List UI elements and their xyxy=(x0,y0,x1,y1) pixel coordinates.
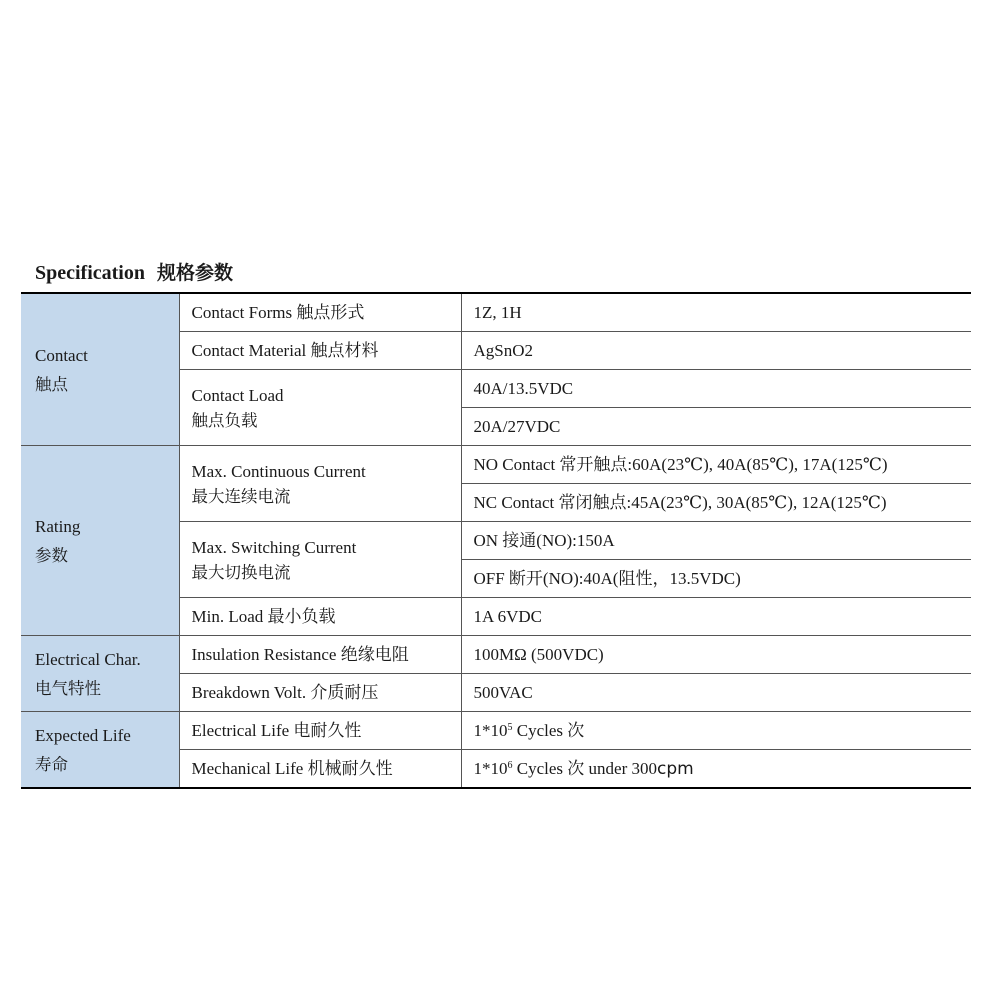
param-max-continuous-current xyxy=(179,446,461,522)
value-contact-load-2: 20A/27VDC xyxy=(461,408,971,446)
value-exponent: 6 xyxy=(507,759,513,771)
value-electrical-life xyxy=(461,712,971,750)
category-label-en: Contact xyxy=(35,345,88,365)
title-en: Specification xyxy=(35,262,145,284)
category-rating xyxy=(21,446,179,636)
value-rest: Cycles 次 xyxy=(512,721,585,740)
table-row xyxy=(21,712,971,750)
param-label-zh: 最大切换电流 xyxy=(191,562,291,582)
table-row xyxy=(21,446,971,484)
param-label-en: Max. Continuous Current xyxy=(191,461,366,481)
param-electrical-life: Electrical Life 电耐久性 xyxy=(179,712,461,750)
category-label-zh: 电气特性 xyxy=(35,678,101,698)
category-contact xyxy=(21,293,179,446)
category-electrical xyxy=(21,636,179,712)
param-contact-load xyxy=(179,370,461,446)
param-insulation-resistance: Insulation Resistance 绝缘电阻 xyxy=(179,636,461,674)
value-switching-on: ON 接通(NO):150A xyxy=(461,522,971,560)
value-contact-material: AgSnO2 xyxy=(461,332,971,370)
value-min-load: 1A 6VDC xyxy=(461,598,971,636)
param-breakdown-volt: Breakdown Volt. 介质耐压 xyxy=(179,674,461,712)
param-label-en: Contact Load xyxy=(191,385,284,405)
value-continuous-nc: NC Contact 常闭触点:45A(23℃), 30A(85℃), 12A(125℃) xyxy=(461,484,971,522)
param-min-load: Min. Load 最小负载 xyxy=(179,598,461,636)
category-label-en: Electrical Char. xyxy=(35,649,141,669)
value-base: 1*10 xyxy=(473,721,508,740)
value-mechanical-life xyxy=(461,750,971,789)
value-insulation-resistance: 100MΩ (500VDC) xyxy=(461,636,971,674)
table-row xyxy=(21,293,971,332)
category-label-en: Rating xyxy=(35,516,81,536)
value-base: 1*10 xyxy=(473,758,508,778)
value-rest: Cycles 次 under 300 xyxy=(512,758,657,778)
param-label-zh: 最大连续电流 xyxy=(191,486,291,506)
param-mechanical-life: Mechanical Life 机械耐久性 xyxy=(179,750,461,789)
value-contact-forms: 1Z, 1H xyxy=(461,293,971,332)
specification-title xyxy=(35,258,233,285)
category-label-zh: 参数 xyxy=(35,545,68,565)
value-unit: cpm xyxy=(656,758,694,779)
specification-table xyxy=(21,292,971,789)
value-contact-load-1: 40A/13.5VDC xyxy=(461,370,971,408)
category-label-en: Expected Life xyxy=(35,725,131,745)
table-row xyxy=(21,636,971,674)
category-expected-life xyxy=(21,712,179,789)
param-contact-forms: Contact Forms 触点形式 xyxy=(179,293,461,332)
value-breakdown-volt: 500VAC xyxy=(461,674,971,712)
param-max-switching-current xyxy=(179,522,461,598)
title-zh: 规格参数 xyxy=(157,262,234,284)
param-contact-material: Contact Material 触点材料 xyxy=(179,332,461,370)
param-label-en: Max. Switching Current xyxy=(191,537,357,557)
value-exponent: 5 xyxy=(507,722,513,733)
value-continuous-no: NO Contact 常开触点:60A(23℃), 40A(85℃), 17A(125℃) xyxy=(461,446,971,484)
param-label-zh: 触点负载 xyxy=(191,410,258,430)
category-label-zh: 触点 xyxy=(35,374,68,394)
value-switching-off: OFF 断开(NO):40A(阻性，13.5VDC) xyxy=(461,560,971,598)
category-label-zh: 寿命 xyxy=(35,754,68,774)
